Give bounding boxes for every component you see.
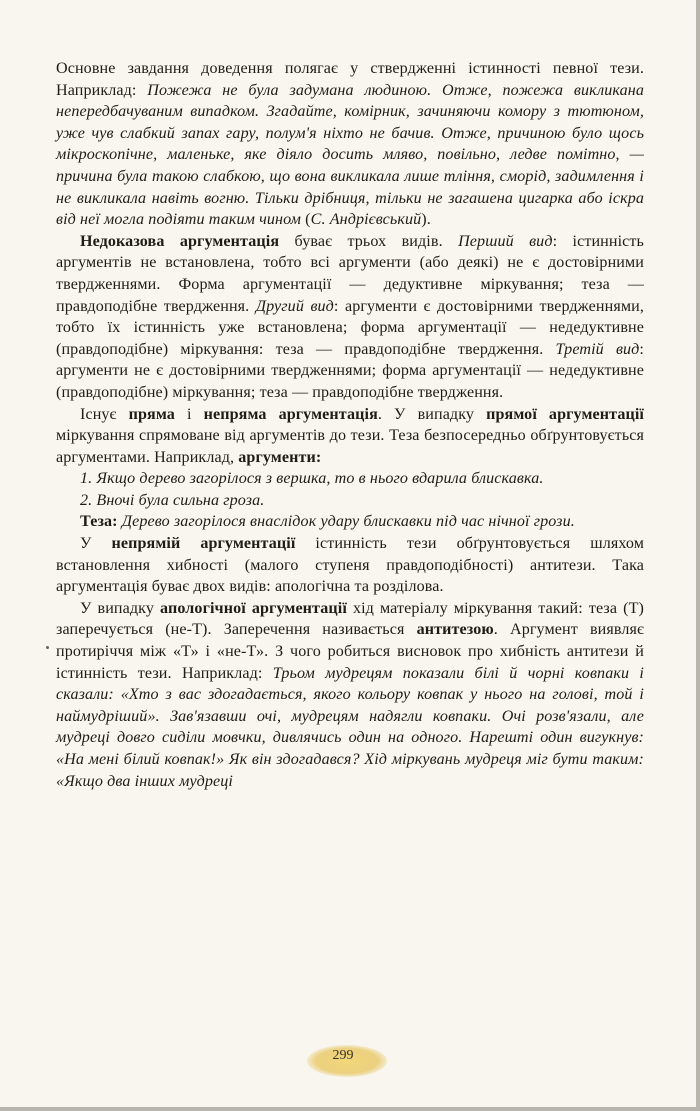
margin-dot (46, 646, 49, 649)
paragraph-inconclusive-argumentation: Недоказова аргументація буває трьох видів. Перший вид: істинність аргументів не встановлена, тобто всі аргументи (або деякі) не є достовірними твердженнями. Форма аргументації — дедуктивне міркування; теза — правдоподібне твердження. Другий вид: аргументи є достовірними твердженнями, тобто їх істинність уже встановлена; форма аргументації — недедуктивне (правдоподібне) міркування: теза — правдоподібне твердження. Третій вид: аргументи не є достовірними твердженнями; форма аргументації — недедуктивне (правдоподібне) міркування; теза — правдоподібне твердження. (56, 232, 644, 401)
paragraph-thesis: Теза: Дерево загорілося внаслідок удару блискавки під час нічної грози. (80, 513, 575, 531)
argument-item-1: 1. Якщо дерево загорілося з вершка, то в нього вдарила блискавка. (80, 470, 544, 488)
paragraph-direct-indirect: Існує пряма і непряма аргументація. У випадку прямої аргументації міркування спрямоване від аргументів до тези. Теза безпосередньо обґрунтовується аргументами. Наприклад, аргументи: (56, 405, 645, 466)
paragraph-apagogic-argumentation: У випадку апологічної аргументації хід матеріалу міркування такий: теза (Т) заперечується (не-Т). Заперечення називається антитезою. Аргумент виявляє протиріччя між «Т» і «не-Т». З чого робиться висновок про хибність антитези й істинність тези. Наприклад: Трьом мудрецям показали білі й чорні ковпаки і сказали: «Хто з вас здогадається, якого кольору ковпак у нього на голові, той і наймудріший». Зав'язавши очі, мудрецям надягли ковпаки. Очі розв'язали, але мудреці довго сиділи мовчки, дивлячись один на одного. Нарешті один вигукнув: «На мені білий ковпак!» Як він здогадався? Хід міркувань мудреця міг бути таким: «Якщо два інших мудреці (56, 599, 644, 790)
paragraph-thesis-proof: Основне завдання доведення полягає у ствердженні істинності певної тези. Наприклад: Пожежа не була задумана людиною. Отже, пожежа викликана непередбачуваним випадком. Згадайте, комірник, зачиняючи комору з тютюном, уже чув слабкий запах гару, полум'я ніхто не бачив. Отже, причиною було щось мікроскопічне, маленьке, яке діяло досить мляво, повільно, ледве помітно, — причина була такою слабкою, що вона викликала лише тління, сморід, задимлення і не викликала навіть вогню. Тільки дрібниця, тільки не загашена цигарка або іскра від неї могла подіяти таким чином (С. Андрієвський). (56, 60, 644, 229)
page-body (56, 58, 644, 792)
argument-item-2: 2. Вночі була сильна гроза. (80, 491, 265, 509)
page-number: 299 (332, 1048, 354, 1063)
paragraph-indirect-argumentation: У непрямій аргументації істинність тези обґрунтовується шляхом встановлення хибності (малого ступеня правдоподібності) антитези. Така аргументація буває двох видів: апологічна та розділова. (56, 535, 644, 596)
